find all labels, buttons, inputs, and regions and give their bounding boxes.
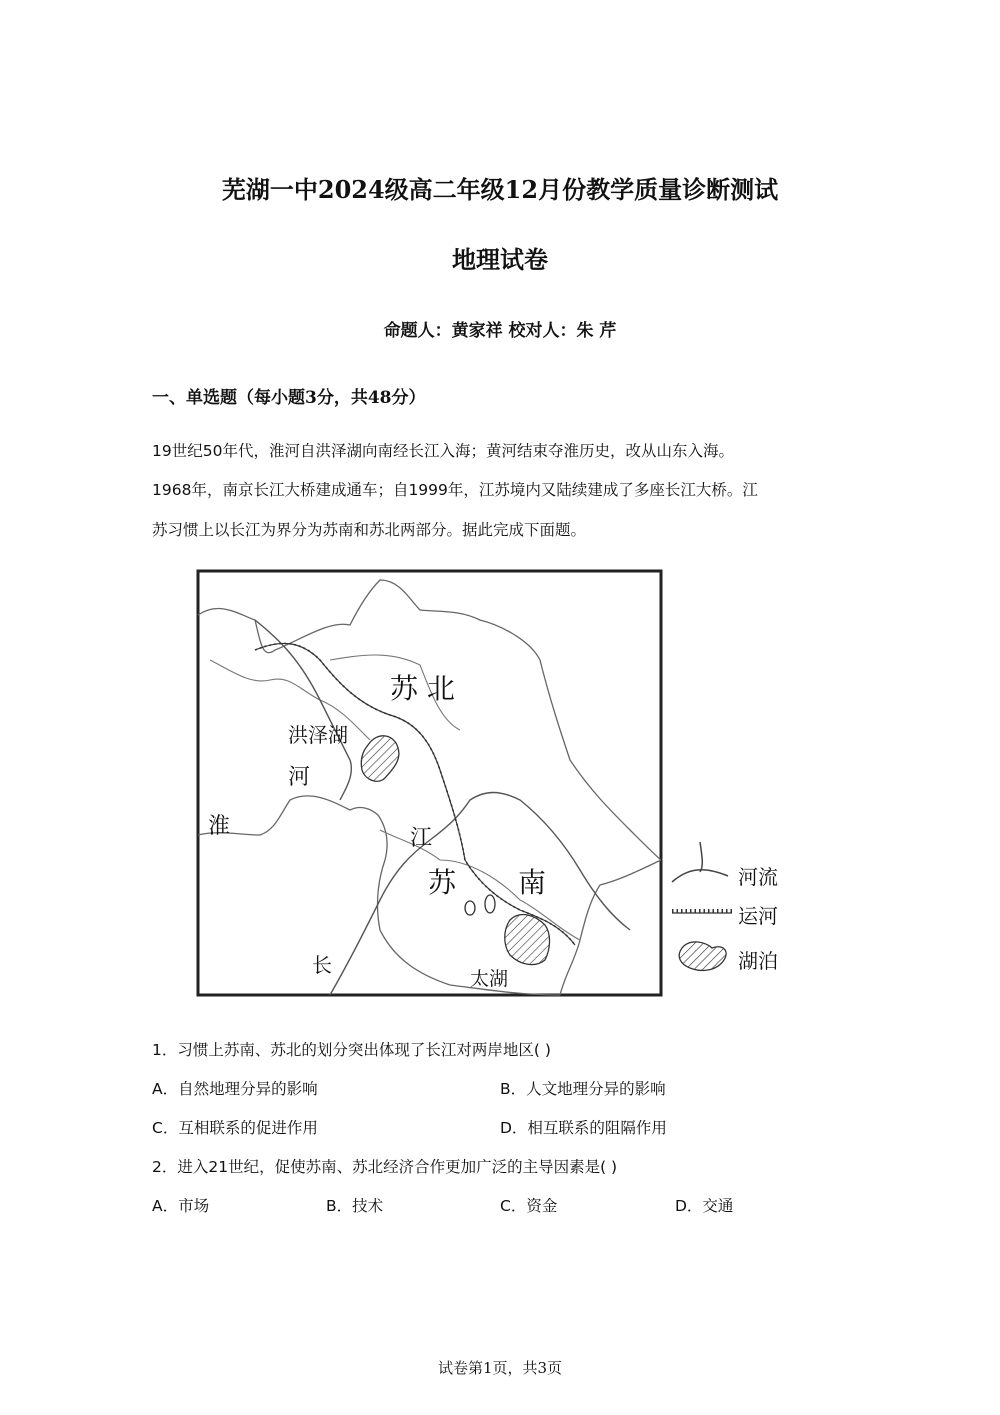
label-hongze: 洪泽湖: [288, 723, 348, 747]
question-1-option-c[interactable]: C．互相联系的促进作用: [152, 1119, 318, 1137]
label-sunan-su: 苏: [428, 866, 457, 899]
passage-line-3: 苏习惯上以长江为界分为苏南和苏北两部分。据此完成下面题。: [152, 521, 587, 539]
legend-lake-label: 湖泊: [738, 949, 778, 973]
question-2-option-d[interactable]: D．交通: [675, 1197, 734, 1215]
legend-canal-label: 运河: [738, 904, 778, 928]
exam-title: 芜湖一中2024级高二年级12月份教学质量诊断测试: [221, 175, 779, 204]
map-frame: [198, 571, 661, 995]
hongze-lake: [361, 736, 399, 781]
passage-line-2: 1968年，南京长江大桥建成通车；自1999年，江苏境内又陆续建成了多座长江大桥。江: [152, 481, 758, 499]
question-1-option-b[interactable]: B．人文地理分异的影响: [500, 1080, 666, 1098]
question-1-option-a[interactable]: A．自然地理分异的影响: [152, 1080, 318, 1098]
section-heading: 一、单选题（每小题3分，共48分）: [152, 388, 426, 408]
page-footer: 试卷第1页，共3页: [437, 1359, 563, 1377]
label-huai: 淮: [208, 814, 231, 839]
label-taihu: 太湖: [470, 968, 509, 990]
label-he: 河: [288, 765, 311, 790]
label-chang: 长: [312, 953, 332, 977]
label-jiang: 江: [410, 826, 433, 851]
label-subei: 苏 北: [390, 672, 455, 705]
province-boundary: [198, 580, 661, 995]
map-legend: [672, 842, 778, 973]
legend-river-label: 河流: [738, 865, 778, 889]
label-sunan-nan: 南: [518, 866, 547, 899]
question-1-option-d[interactable]: D．相互联系的阻隔作用: [500, 1119, 667, 1137]
small-lake-1: [465, 901, 475, 915]
jiangsu-map: [180, 560, 820, 1010]
question-2-option-c[interactable]: C．资金: [500, 1197, 558, 1215]
legend-lake-icon: [679, 942, 726, 970]
subject-title: 地理试卷: [452, 245, 548, 274]
legend-river-icon: [672, 842, 728, 882]
authors-line: 命题人：黄家祥 校对人：朱 芹: [383, 321, 617, 341]
question-2-stem: 2．进入21世纪，促使苏南、苏北经济合作更加广泛的主导因素是( ): [152, 1158, 618, 1176]
small-lake-2: [485, 895, 495, 913]
river-yangtze: [330, 793, 630, 996]
passage-line-1: 19世纪50年代，淮河自洪泽湖向南经长江入海；黄河结束夺淮历史，改从山东入海。: [152, 442, 734, 460]
question-2-option-a[interactable]: A．市场: [152, 1197, 210, 1215]
tai-lake: [505, 915, 550, 965]
question-2-option-b[interactable]: B．技术: [326, 1197, 384, 1215]
question-1-stem: 1．习惯上苏南、苏北的划分突出体现了长江对两岸地区( ): [152, 1041, 551, 1059]
